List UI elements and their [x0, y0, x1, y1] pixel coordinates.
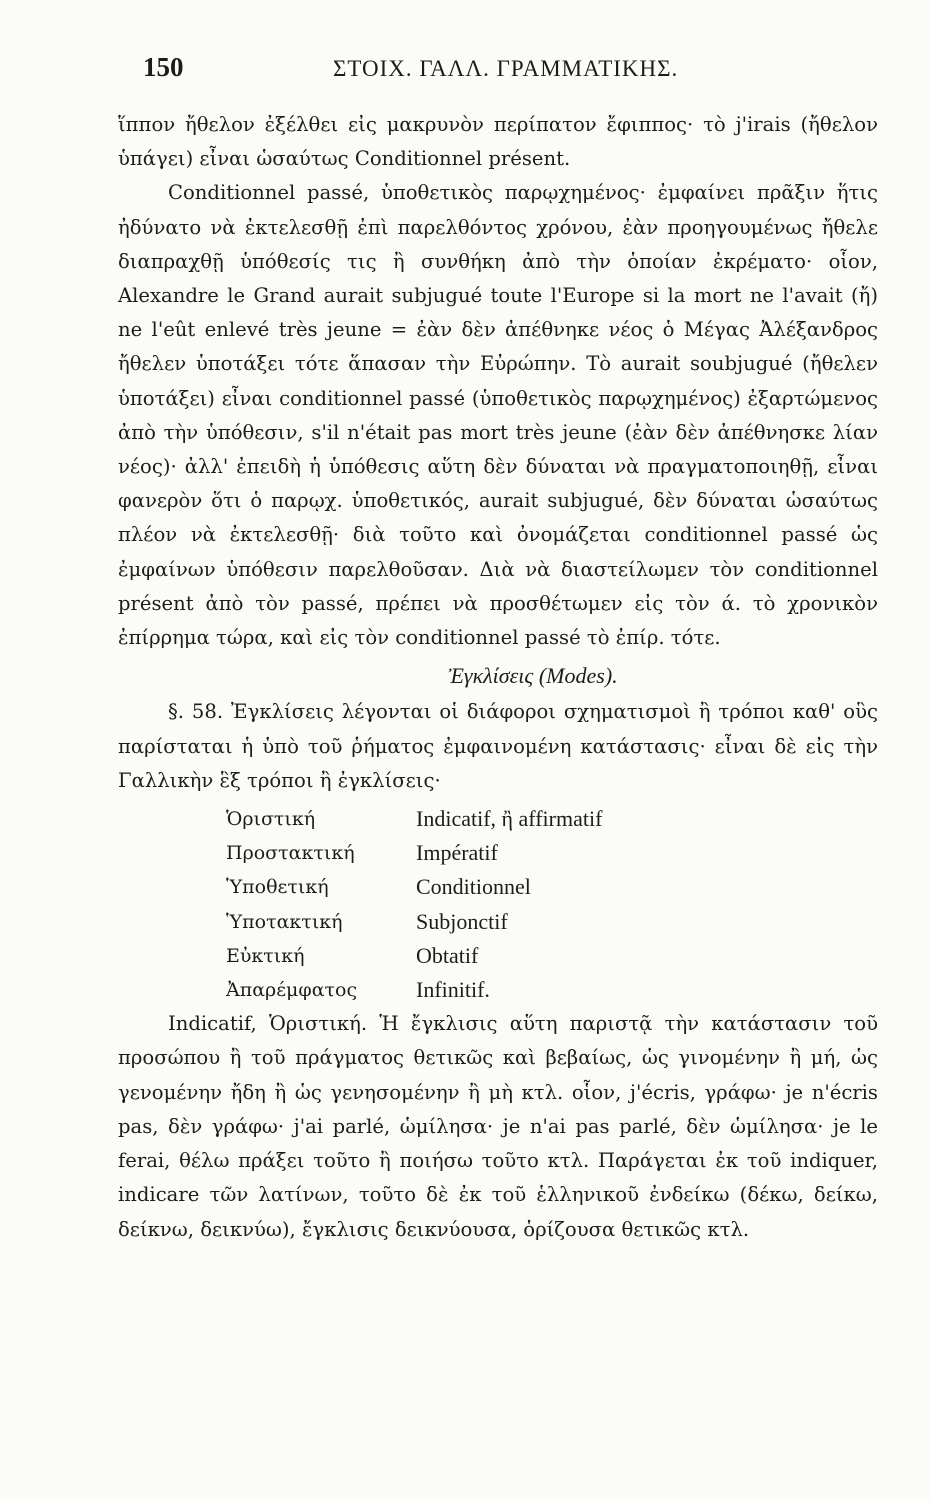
- mood-greek: Ἀπαρέμφατος: [226, 979, 358, 1002]
- mood-row: [226, 905, 602, 939]
- mood-row: [226, 802, 602, 836]
- mood-row: [226, 870, 602, 904]
- running-title: ΣΤΟΙΧ. ΓΑΛΛ. ΓΡΑΜΜΑΤΙΚΗΣ.: [333, 56, 679, 81]
- mood-greek: Ὁριστική: [226, 808, 316, 831]
- mood-greek: Ὑποτακτική: [226, 910, 343, 933]
- mood-french: Subjonctif: [416, 908, 508, 934]
- mood-row: [226, 973, 602, 1007]
- page-header: [143, 52, 812, 92]
- mood-french: Obtatif: [416, 942, 479, 968]
- mood-row: [226, 836, 602, 870]
- mood-french: Infinitif.: [416, 977, 490, 1003]
- paragraph-indicatif: Indicatif, Ὁριστική. Ἡ ἔγκλισις αὕτη παριστᾷ τὴν κατάστασιν τοῦ προσώπου ἢ τοῦ πράγματος θετικῶς καὶ βεβαίως, ὡς γινομένην ἢ μή, ὡς γενομένην ἤδη ἢ ὡς γενησομένην ἢ μὴ κτλ. οἷον, j'écris, γράφω· je n'écris pas, δὲν γράφω· j'ai parlé, ὡμίλησα· je n'ai pas parlé, δὲν ὡμίλησα· je le ferai, θέλω πράξει τοῦτο ἢ ποιήσω τοῦτο κτλ. Παράγεται ἐκ τοῦ indiquer, indicare τῶν λατίνων, τοῦτο δὲ ἐκ τοῦ ἑλληνικοῦ ἐνδείκω (δέκω, δείκω, δείκνω, δεικνύω), ἔγκλισις δεικνύουσα, ὁρίζουσα θετικῶς κτλ.: [118, 1012, 878, 1241]
- mood-row: [226, 939, 602, 973]
- mood-french: Conditionnel: [416, 874, 531, 900]
- mood-greek: Εὐκτική: [226, 944, 305, 967]
- mood-greek: Ὑποθετική: [226, 876, 329, 899]
- paragraph-section-58: §. 58. Ἐγκλίσεις λέγονται οἱ διάφοροι σχηματισμοὶ ἢ τρόποι καθ' οὓς παρίσταται ἡ ὑπὸ τοῦ ῥήματος ἐμφαινομένη κατάστασις· εἶναι δὲ εἰς τὴν Γαλλικὴν ἓξ τρόποι ἢ ἐγκλίσεις·: [118, 700, 878, 792]
- page-number: 150: [143, 52, 184, 82]
- mood-french: Impératif: [416, 840, 498, 866]
- mood-french: Indicatif, ἢ affirmatif: [416, 806, 603, 832]
- paragraph-continuation: ἵππον ἤθελον ἐξέλθει εἰς μακρυνὸν περίπατον ἔφιππος· τὸ j'irais (ἤθελον ὑπάγει) εἶναι ὡσαύτως Conditionnel présent.: [118, 113, 878, 171]
- section-heading-modes: Ἐγκλίσεις (Modes).: [448, 663, 618, 689]
- paragraph-conditionnel-passe: Conditionnel passé, ὑποθετικὸς παρῳχημένος· ἐμφαίνει πρᾶξιν ἥτις ἠδύνατο νὰ ἐκτελεσθῇ ἐπὶ παρελθόντος χρόνου, ἐὰν προηγουμένως ἤθελε διαπραχθῇ ὑπόθεσίς τις ἢ συνθήκη ἀπὸ τὴν ὁποίαν ἐκρέματο· οἷον, Alexandre le Grand aurait subjugué toute l'Europe si la mort ne l'avait (ἤ) ne l'eût enlevé très jeune = ἐὰν δὲν ἀπέθνηκε νέος ὁ Μέγας Ἀλέξανδρος ἤθελεν ὑποτάξει τότε ἅπασαν τὴν Εὐρώπην. Τὸ aurait soubjugué (ἤθελεν ὑποτάξει) εἶναι conditionnel passé (ὑποθετικὸς παρῳχημένος) ἐξαρτώμενος ἀπὸ τὴν ὑπόθεσιν, s'il n'était pas mort très jeune (ἐὰν δὲν ἀπέθνησκε λίαν νέος)· ἀλλ' ἐπειδὴ ἡ ὑπόθεσις αὕτη δὲν δύναται νὰ πραγματοποιηθῇ, εἶναι φανερὸν ὅτι ὁ παρῳχ. ὑποθετικός, aurait subjugué, δὲν δύναται ὡσαύτως πλέον νὰ ἐκτελεσθῇ· διὰ τοῦτο καὶ ὀνομάζεται conditionnel passé ὡς ἐμφαίνων ὑπόθεσιν παρελθοῦσαν. Διὰ νὰ διαστείλωμεν τὸν conditionnel présent ἀπὸ τὸν passé, πρέπει νὰ προσθέτωμεν εἰς τὸν ά. τὸ χρονικὸν ἐπίρρημα τώρα, καὶ εἰς τὸν conditionnel passé τὸ ἐπίρ. τότε.: [118, 181, 878, 650]
- moods-table: [226, 802, 602, 1007]
- body-text: [118, 108, 878, 1247]
- mood-greek: Προστακτική: [226, 842, 355, 865]
